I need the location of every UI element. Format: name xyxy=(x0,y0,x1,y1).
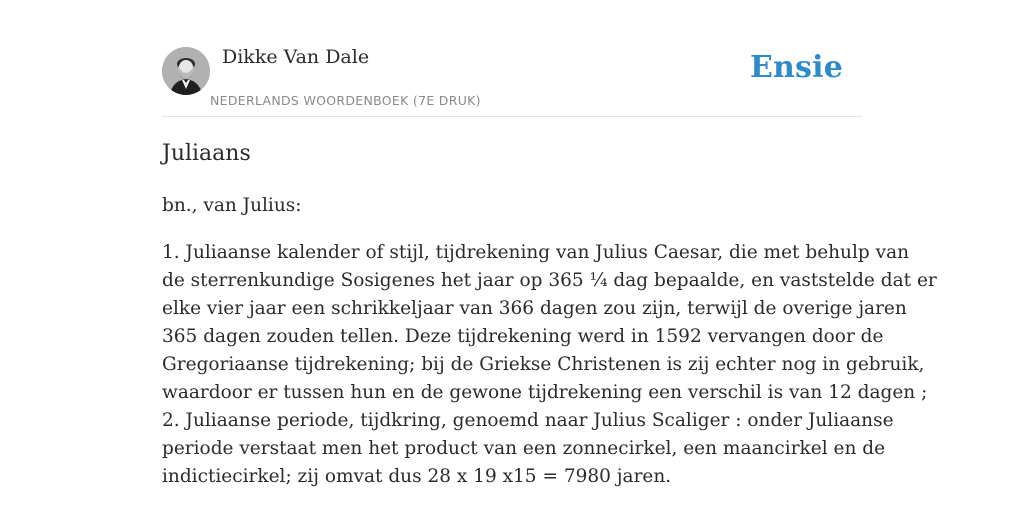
portrait-image xyxy=(162,47,210,95)
entry-lead: bn., van Julius: xyxy=(162,195,302,216)
entry-definition xyxy=(162,239,937,491)
definition-line: waardoor er tussen hun en de gewone tijdrekening een verschil is van 12 dagen ; xyxy=(162,382,928,403)
definition-line: de sterrenkundige Sosigenes het jaar op 365 ¼ dag bepaalde, en vaststelde dat er xyxy=(162,270,937,291)
author-name[interactable]: Dikke Van Dale xyxy=(222,46,370,68)
author-avatar[interactable] xyxy=(162,47,210,95)
definition-line: periode verstaat men het product van een zonnecirkel, een maancirkel en de xyxy=(162,438,886,459)
header xyxy=(162,0,862,117)
definition-line: 2. Juliaanse periode, tijdkring, genoemd naar Julius Scaliger : onder Juliaanse xyxy=(162,410,894,431)
page xyxy=(162,0,937,487)
entry-title: Juliaans xyxy=(162,141,251,166)
definition-line: 365 dagen zouden tellen. Deze tijdrekening werd in 1592 vervangen door de xyxy=(162,326,884,347)
definition-line: 1. Juliaanse kalender of stijl, tijdrekening van Julius Caesar, die met behulp van xyxy=(162,242,910,263)
definition-line: Gregoriaanse tijdrekening; bij de Griekse Christenen is zij echter nog in gebruik, xyxy=(162,354,925,375)
dictionary-source[interactable]: NEDERLANDS WOORDENBOEK (7E DRUK) xyxy=(210,93,481,108)
definition-line: indictiecirkel; zij omvat dus 28 x 19 x15 = 7980 jaren. xyxy=(162,466,672,487)
ensie-logo[interactable]: Ensie xyxy=(749,50,843,85)
definition-line: elke vier jaar een schrikkeljaar van 366 dagen zou zijn, terwijl de overige jaren xyxy=(162,298,907,319)
